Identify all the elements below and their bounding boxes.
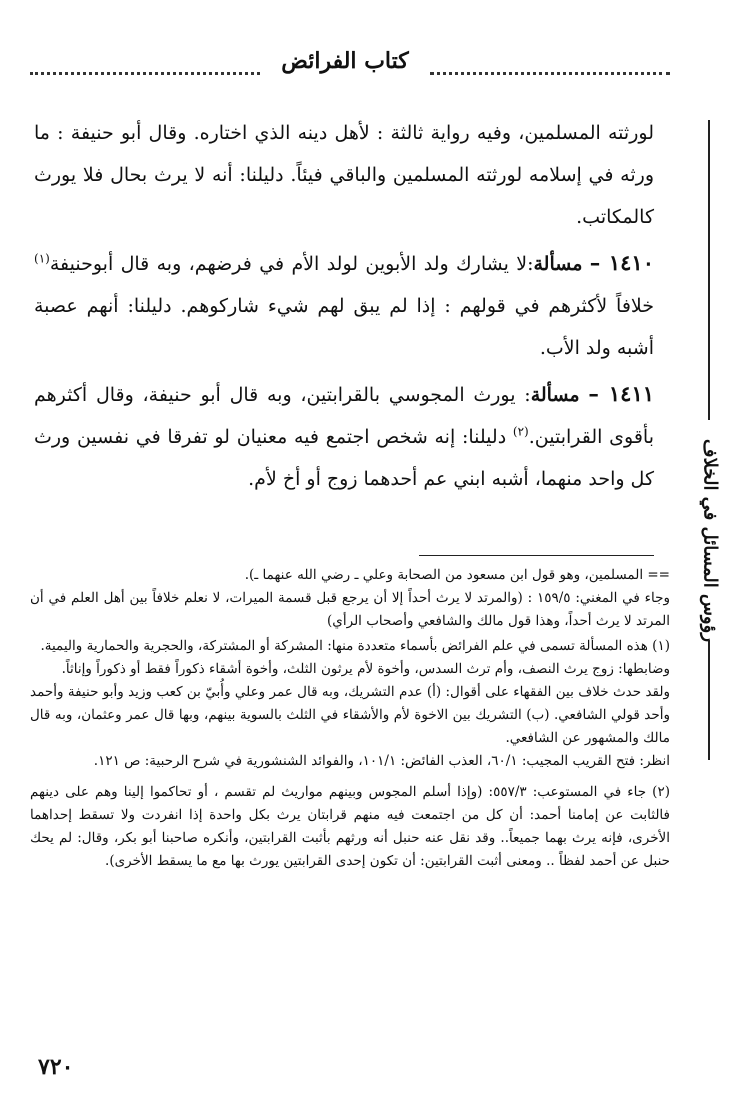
page-number: ٧٢٠ (38, 1054, 74, 1080)
main-text (34, 112, 654, 500)
header-title: كتاب الفرائض (281, 48, 409, 74)
footnote-separator (419, 555, 654, 556)
footnote-1-references: انظر: فتح القريب المجيب: ٦٠/١، العذب الفائض: ١٠١/١، والفوائد الشنشورية في شرح الرحبية: ص ١٢١. (93, 753, 670, 769)
issue-text-continued: خلافاً لأكثرهم في قولهم : إذا لم يبق لهم شيء شاركوهم. دليلنا: أنهم عصبة أشبه ولد الأب. (34, 295, 654, 359)
footnote-continuation-quote: وجاء في المغني: ١٥٩/٥ : (والمرتد لا يرث أحداً إلا أن يرجع قبل قسمة الميرات، لا نعلم خلافاً بين أهل العلم في أن المرتد لا يرث أحداً، وهذا قول مالك والشافعي وأصحاب الرأي) (30, 590, 670, 629)
side-book-title: رؤوس المسائل في الخلاف (699, 438, 721, 643)
issue-1411 (34, 373, 654, 500)
side-margin (694, 120, 724, 760)
footnote-marker: (٢) (652, 784, 670, 800)
side-rule-top (708, 120, 710, 420)
issue-text: :لا يشارك ولد الأبوين لولد الأم في فرضهم، وبه قال أبوحنيفة (49, 253, 534, 275)
continuation-marker: == (647, 567, 670, 583)
header-dotted-rule-left (30, 72, 260, 75)
footnote-1-opinions: ولقد حدث خلاف بين الفقهاء على أقوال: (أ) عدم التشريك، وبه قال عمر وعلي وأُبيّ بن كعب وزيد وأبو حنيفة وأحمد وأحد قولي الشافعي. (ب) التشريك بين الاخوة لأم والأشقاء في الثلث بالسوية بينهم، وبها قال عمر وعثمان، وبه قال مالك والمشهور عن الشافعي. (30, 684, 670, 746)
footnote-marker: (١) (652, 638, 670, 654)
footnote-1: (١) هذه المسألة تسمى في علم الفرائض بأسماء متعددة منها: المشركة أو المشتركة، والحجرية والحمارية واليمية. (40, 638, 670, 654)
footnote-2: (٢) جاء في المستوعب: ٥٥٧/٣: (وإذا أسلم المجوس وبينهم مواريث لم تقسم ، أو تحاكموا إلينا وهم على دينهم فالثابت عن إمامنا أحمد: أن كل من اجتمعت فيه منهم قرابتان يرث بكل واحدة إذا انفردت ولا تسقط إحداهما الأخرى، فإنه يرث بهما جميعاً.. وقد نقل عنه حنبل أنه ورثهم بأثبت القرابتين، وأنكره صاحبنا أبو بكر، وقال: لم يحك حنبل عن أحمد لفظاً .. ومعنى أثبت القرابتين: أن تكون إحدى القرابتين يورث بها مع ما يسقط الأخرى). (30, 784, 670, 869)
footnote-continuation: == المسلمين، وهو قول ابن مسعود من الصحابة وعلي ـ رضي الله عنهما ـ). (244, 567, 670, 583)
issue-keyword: مسألة (530, 384, 580, 406)
issue-text-continued: دليلنا: إنه شخص اجتمع فيه معنيان لو تفرقا في نفسين ورث كل واحد منهما، أشبه ابني عم أحدهما زوج أو أخ لأم. (34, 426, 654, 490)
issue-number: ١٤١٠ – (589, 250, 654, 275)
footnote-1-rule: وضابطها: زوج يرث النصف، وأم ترث السدس، وأخوة لأم يرثون الثلث، وأخوة أشقاء ذكوراً فقط أو ذكوراً وإناثاً. (61, 661, 670, 677)
running-header (30, 46, 670, 86)
header-dotted-rule-right (430, 72, 670, 75)
footnote-ref: (٢) (512, 424, 529, 439)
side-rule-bottom (708, 640, 710, 760)
footnotes (30, 564, 670, 873)
issue-number: ١٤١١ – (588, 381, 655, 406)
footnote-ref: (١) (34, 251, 50, 266)
issue-1410 (34, 242, 654, 369)
issue-keyword: مسألة (533, 253, 583, 275)
issue-text: : يورث المجوسي بالقرابتين، وبه قال أبو حنيفة، وقال أكثرهم بأقوى القرابتين. (34, 384, 654, 448)
intro-paragraph: لورثته المسلمين، وفيه رواية ثالثة : لأهل دينه الذي اختاره. وقال أبو حنيفة : ما ورثه في إسلامه لورثته المسلمين والباقي فيئاً. دليلنا: أنه لا يرث بحال فلا يورث كالمكاتب. (34, 122, 654, 228)
